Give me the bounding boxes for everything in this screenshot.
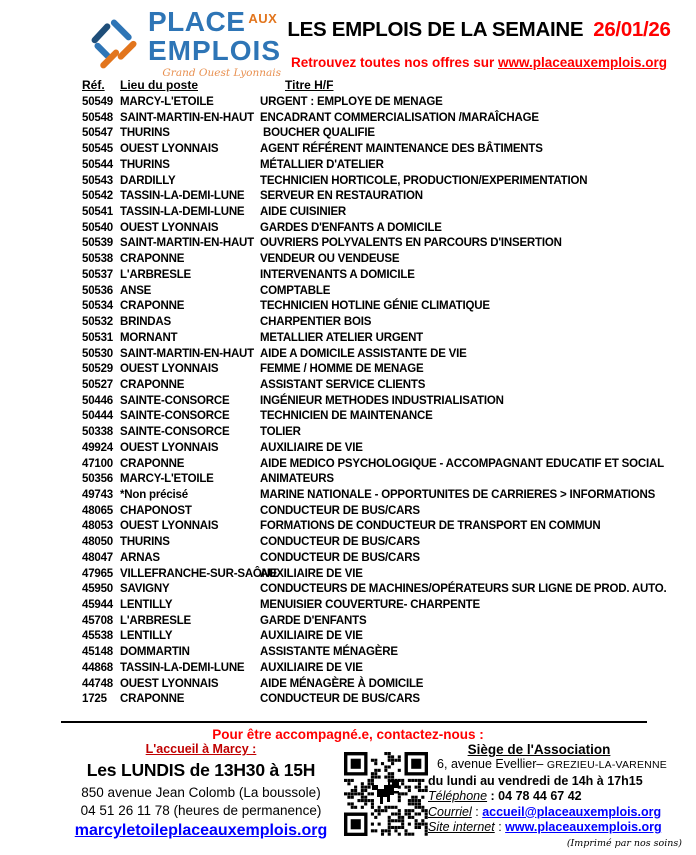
job-ref: 49743 [82, 488, 113, 501]
email-link[interactable]: accueil@placeauxemplois.org [482, 804, 662, 819]
siege-address-city: GREZIEU-LA-VARENNE [546, 759, 667, 772]
job-location: SAINTE-CONSORCE [120, 410, 230, 423]
table-row [0, 236, 696, 252]
job-ref: 45148 [82, 646, 113, 659]
job-title: CONDUCTEUR DE BUS/CARS [260, 693, 420, 706]
table-row [0, 268, 696, 284]
job-ref: 50540 [82, 221, 113, 234]
table-row [0, 331, 696, 347]
job-ref: 44868 [82, 661, 113, 674]
job-title: INGÉNIEUR METHODES INDUSTRIALISATION [260, 394, 504, 407]
job-location: OUEST LYONNAIS [120, 363, 219, 376]
job-location: CRAPONNE [120, 253, 185, 266]
job-ref: 50538 [82, 253, 113, 266]
table-row [0, 504, 696, 520]
qr-code [344, 752, 428, 836]
job-ref: 50543 [82, 174, 113, 187]
logo-emplois-text: EMPLOIS [148, 35, 282, 66]
job-location: THURINS [120, 158, 170, 171]
week-date: 26/01/26 [593, 18, 671, 41]
job-title: CONDUCTEURS DE MACHINES/OPÉRATEURS SUR LIGNE DE PROD. AUTO. [260, 583, 667, 596]
job-title: FORMATIONS DE CONDUCTEUR DE TRANSPORT EN COMMUN [260, 520, 601, 533]
logo-aux-text: AUX [248, 11, 278, 26]
job-ref: 50541 [82, 206, 113, 219]
job-location: SAINTE-CONSORCE [120, 426, 230, 439]
printed-note: (Imprimé par nos soins) [566, 838, 682, 850]
job-ref: 48047 [82, 551, 113, 564]
job-location: SAINT-MARTIN-EN-HAUT [120, 347, 254, 360]
job-location: ARNAS [120, 551, 160, 564]
offers-website-link[interactable]: www.placeauxemplois.org [498, 55, 668, 70]
job-location: CRAPONNE [120, 693, 185, 706]
job-ref: 48065 [82, 504, 113, 517]
job-location: CRAPONNE [120, 300, 185, 313]
job-title: INTERVENANTS A DOMICILE [260, 268, 415, 281]
job-location: TASSIN-LA-DEMI-LUNE [120, 190, 245, 203]
siege-email-line [428, 805, 686, 820]
job-ref: 50527 [82, 378, 113, 391]
job-list [0, 95, 696, 708]
siege-hours: du lundi au vendredi de 14h à 17h15 [428, 773, 643, 788]
job-title: ASSISTANTE MÉNAGÈRE [260, 646, 398, 659]
marcy-contact-block [60, 742, 342, 840]
job-title: AGENT RÉFÉRENT MAINTENANCE DES BÂTIMENTS [260, 143, 543, 156]
job-title: OUVRIERS POLYVALENTS EN PARCOURS D'INSERTION [260, 237, 562, 250]
table-row [0, 409, 696, 425]
job-ref: 50547 [82, 127, 113, 140]
subtitle [268, 55, 690, 70]
table-row [0, 661, 696, 677]
site-link[interactable]: www.placeauxemplois.org [505, 820, 662, 835]
job-title: AIDE MÉNAGÈRE À DOMICILE [260, 677, 424, 690]
job-ref: 48053 [82, 520, 113, 533]
job-location: OUEST LYONNAIS [120, 441, 219, 454]
job-location: *Non précisé [120, 488, 188, 501]
job-title: AUXILIAIRE DE VIE [260, 567, 363, 580]
job-location: LENTILLY [120, 599, 173, 611]
table-row [0, 598, 696, 614]
job-title: BOUCHER QUALIFIE [260, 127, 375, 140]
phone-label: Téléphone [428, 789, 488, 804]
job-ref: 50548 [82, 111, 113, 124]
job-ref: 50536 [82, 284, 113, 297]
table-row [0, 347, 696, 363]
job-title: GARDES D'ENFANTS A DOMICILE [260, 221, 442, 234]
contact-heading: Pour être accompagné.e, contactez-nous : [212, 727, 484, 742]
job-location: MORNANT [120, 331, 178, 344]
job-location: BRINDAS [120, 316, 171, 329]
job-title: AUXILIAIRE DE VIE [260, 661, 363, 674]
job-title: GARDE D'ENFANTS [260, 614, 367, 627]
table-row [0, 629, 696, 645]
table-row [0, 519, 696, 535]
siege-heading: Siège de l'Association [467, 742, 611, 757]
job-title: MENUISIER COUVERTURE- CHARPENTE [260, 599, 480, 611]
page-title [268, 18, 690, 42]
job-ref: 47965 [82, 567, 113, 580]
job-ref: 50542 [82, 190, 113, 203]
table-row [0, 284, 696, 300]
site-label: Site internet [428, 820, 495, 835]
job-title: MARINE NATIONALE - OPPORTUNITES DE CARRIERES > INFORMATIONS [260, 488, 656, 501]
job-title: URGENT : EMPLOYE DE MENAGE [260, 96, 443, 108]
job-ref: 50539 [82, 237, 113, 250]
job-location: SAINT-MARTIN-EN-HAUT [120, 237, 254, 250]
job-title: ASSISTANT SERVICE CLIENTS [260, 378, 426, 391]
site-separator: : [494, 820, 506, 835]
job-ref: 45944 [82, 599, 113, 611]
job-title: AIDE A DOMICILE ASSISTANTE DE VIE [260, 347, 467, 360]
job-ref: 50545 [82, 143, 113, 156]
job-location: THURINS [120, 127, 170, 140]
job-title: CONDUCTEUR DE BUS/CARS [260, 551, 420, 564]
job-ref: 47100 [82, 457, 113, 470]
table-row [0, 126, 696, 142]
table-row [0, 457, 696, 473]
table-row [0, 205, 696, 221]
table-row [0, 582, 696, 598]
job-ref: 50532 [82, 316, 113, 329]
job-ref: 44748 [82, 677, 113, 690]
table-row [0, 472, 696, 488]
table-row [0, 441, 696, 457]
job-location: OUEST LYONNAIS [120, 143, 219, 156]
column-header-title: Titre H/F [285, 78, 334, 92]
job-location: DARDILLY [120, 174, 176, 187]
job-ref: 50446 [82, 394, 113, 407]
marcy-phone: 04 51 26 11 78 (heures de permanence) [80, 803, 322, 818]
job-location: SAVIGNY [120, 583, 170, 596]
job-location: OUEST LYONNAIS [120, 520, 219, 533]
table-row [0, 362, 696, 378]
job-title: ENCADRANT COMMERCIALISATION /MARAÎCHAGE [260, 111, 539, 124]
job-ref: 48050 [82, 536, 113, 549]
job-title: AUXILIAIRE DE VIE [260, 630, 363, 643]
table-row [0, 567, 696, 583]
job-ref: 50338 [82, 426, 113, 439]
job-ref: 50530 [82, 347, 113, 360]
job-title: CONDUCTEUR DE BUS/CARS [260, 504, 420, 517]
marcy-heading: L'accueil à Marcy : [145, 742, 257, 756]
logo-tagline: Grand Ouest Lyonnais [162, 67, 282, 79]
job-ref: 50444 [82, 410, 113, 423]
job-title: FEMME / HOMME DE MENAGE [260, 363, 424, 376]
siege-contact-block [428, 742, 686, 852]
job-location: SAINT-MARTIN-EN-HAUT [120, 111, 254, 124]
job-ref: 50544 [82, 158, 113, 171]
footer-divider [61, 721, 647, 723]
job-title: ANIMATEURS [260, 473, 334, 486]
job-title: SERVEUR EN RESTAURATION [260, 190, 423, 203]
table-row [0, 174, 696, 190]
job-title: AIDE MEDICO PSYCHOLOGIQUE - ACCOMPAGNANT EDUCATIF ET SOCIAL [260, 457, 664, 470]
job-location: ANSE [120, 284, 152, 297]
siege-phone-number: : 04 78 44 67 42 [487, 789, 582, 804]
column-header-ref: Réf. [82, 78, 105, 92]
table-row [0, 221, 696, 237]
logo-place-text: PLACE [148, 6, 246, 37]
email-separator: : [471, 804, 483, 819]
job-location: MARCY-L'ETOILE [120, 96, 214, 108]
job-location: L'ARBRESLE [120, 268, 192, 281]
table-row [0, 95, 696, 111]
job-title: MÉTALLIER D'ATELIER [260, 158, 384, 171]
job-location: CRAPONNE [120, 378, 185, 391]
job-location: LENTILLY [120, 630, 173, 643]
job-location: DOMMARTIN [120, 646, 190, 659]
job-title: VENDEUR OU VENDEUSE [260, 253, 400, 266]
siege-site-line [428, 820, 686, 835]
table-row [0, 645, 696, 661]
job-ref: 45708 [82, 614, 113, 627]
table-row [0, 394, 696, 410]
job-location: THURINS [120, 536, 170, 549]
table-row [0, 315, 696, 331]
job-title: COMPTABLE [260, 284, 331, 297]
logo-wordmark [148, 8, 281, 79]
table-row [0, 425, 696, 441]
header [268, 18, 690, 70]
table-row [0, 252, 696, 268]
table-row [0, 158, 696, 174]
job-title: TECHNICIEN HORTICOLE, PRODUCTION/EXPERIMENTATION [260, 174, 588, 187]
job-title: CONDUCTEUR DE BUS/CARS [260, 536, 420, 549]
table-row [0, 299, 696, 315]
job-location: TASSIN-LA-DEMI-LUNE [120, 661, 245, 674]
job-title: AUXILIAIRE DE VIE [260, 441, 363, 454]
job-location: OUEST LYONNAIS [120, 221, 219, 234]
job-title: AIDE CUISINIER [260, 206, 347, 219]
place-aux-emplois-logo [86, 8, 281, 79]
column-header-location: Lieu du poste [120, 78, 198, 92]
table-row [0, 692, 696, 708]
subtitle-prefix: Retrouvez toutes nos offres sur [290, 55, 498, 70]
job-ref: 50529 [82, 363, 113, 376]
marcy-schedule: Les LUNDIS de 13H30 à 15H [86, 760, 316, 780]
marcy-website-link[interactable]: marcyletoileplaceauxemplois.org [74, 822, 328, 839]
job-location: VILLEFRANCHE-SUR-SAÔNE [120, 567, 278, 580]
job-ref: 45538 [82, 630, 113, 643]
job-ref: 50356 [82, 473, 113, 486]
job-ref: 1725 [82, 693, 107, 706]
job-title: METALLIER ATELIER URGENT [260, 331, 424, 344]
table-row [0, 111, 696, 127]
title-text: LES EMPLOIS DE LA SEMAINE [287, 18, 584, 41]
job-ref: 50549 [82, 96, 113, 108]
siege-address-street: 6, avenue Evellier– [437, 757, 547, 772]
table-row [0, 535, 696, 551]
job-location: CRAPONNE [120, 457, 185, 470]
job-title: TOLIER [260, 426, 301, 439]
job-title: TECHNICIEN HOTLINE GÉNIE CLIMATIQUE [260, 300, 490, 313]
siege-phone-line [428, 789, 686, 804]
job-location: SAINTE-CONSORCE [120, 394, 230, 407]
job-location: L'ARBRESLE [120, 614, 192, 627]
logo-pinwheel-icon [86, 12, 144, 74]
table-row [0, 189, 696, 205]
table-row [0, 551, 696, 567]
table-row [0, 142, 696, 158]
job-location: OUEST LYONNAIS [120, 677, 219, 690]
job-ref: 45950 [82, 583, 113, 596]
table-row [0, 677, 696, 693]
siege-address [428, 757, 686, 773]
job-title: TECHNICIEN DE MAINTENANCE [260, 410, 433, 423]
job-location: MARCY-L'ETOILE [120, 473, 214, 486]
job-ref: 50537 [82, 268, 113, 281]
table-row [0, 378, 696, 394]
job-title: CHARPENTIER BOIS [260, 316, 372, 329]
job-ref: 49924 [82, 441, 113, 454]
job-ref: 50531 [82, 331, 113, 344]
marcy-address: 850 avenue Jean Colomb (La boussole) [81, 785, 321, 800]
job-location: CHAPONOST [120, 504, 192, 517]
table-row [0, 488, 696, 504]
job-ref: 50534 [82, 300, 113, 313]
job-location: TASSIN-LA-DEMI-LUNE [120, 206, 245, 219]
email-label: Courriel [428, 804, 472, 819]
table-row [0, 614, 696, 630]
